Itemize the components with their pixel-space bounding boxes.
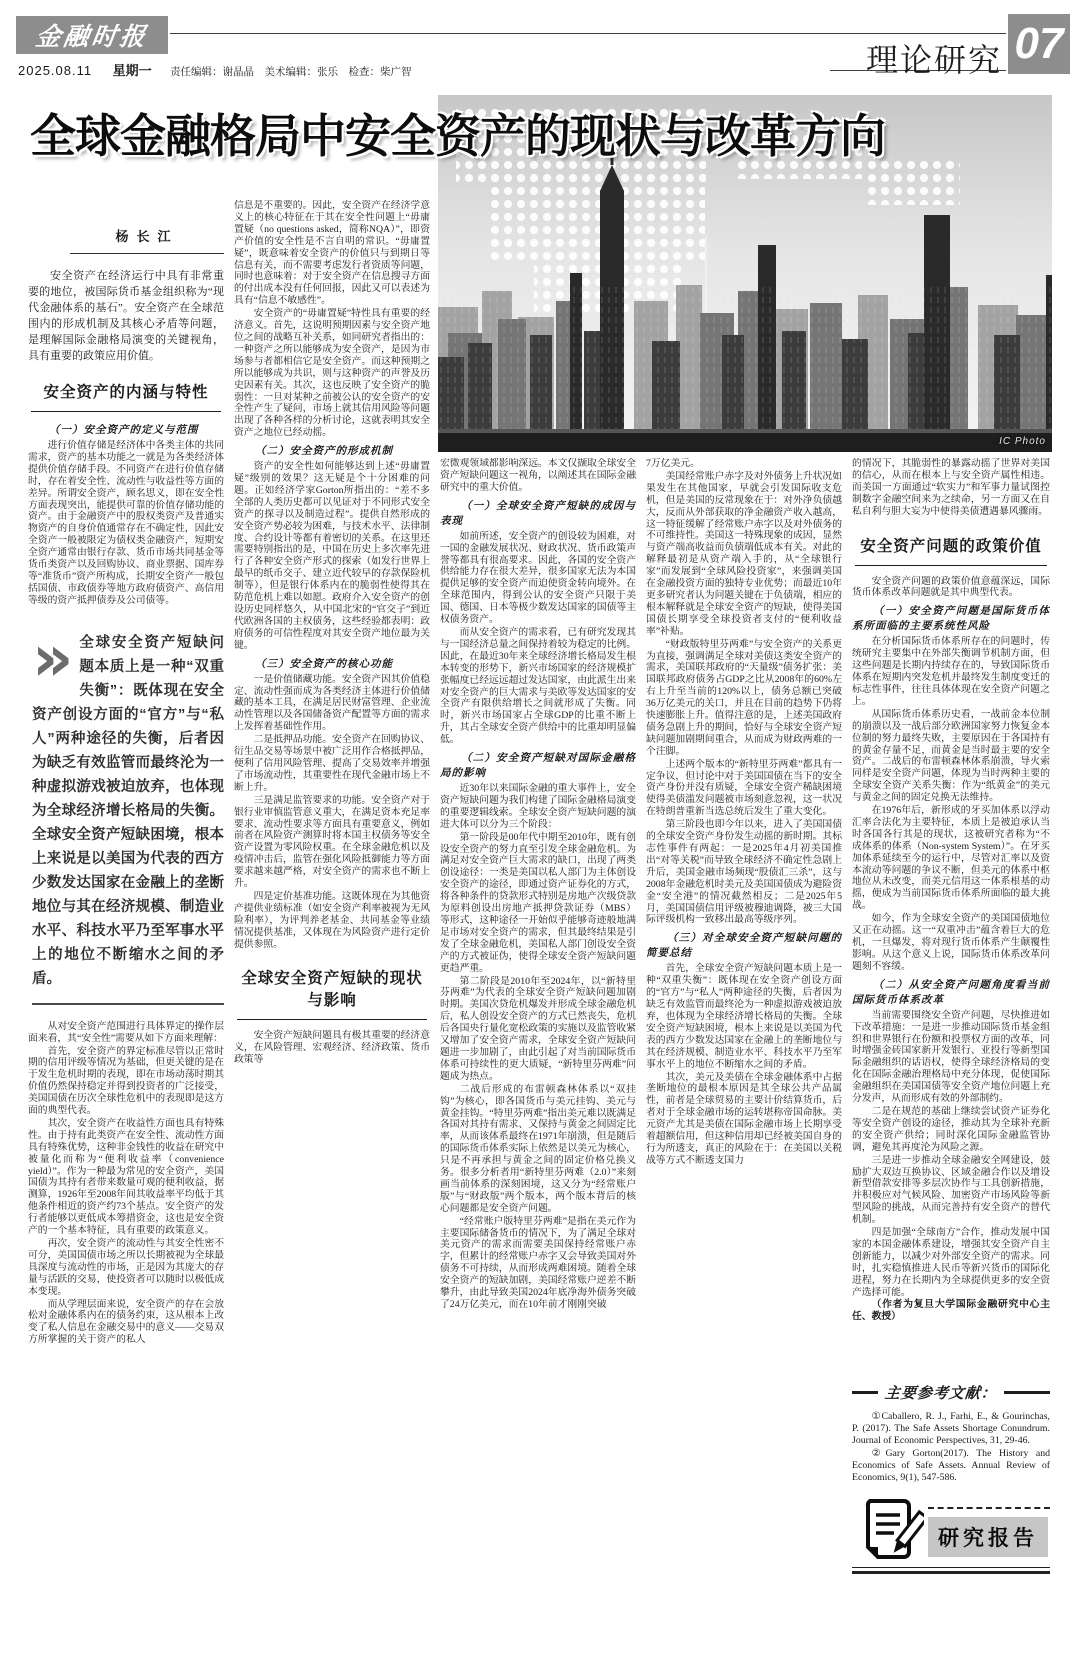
masthead-logo (16, 16, 168, 54)
body-paragraph: 如前所述，安全资产的创设较为困难，对一国的金融发展状况、财政状况、货币政策声誉等都具有很高要求。因此，各国的安全资产供给能力存在很大差异，很多国家无法为本国提供足够的安全资产而迫使资金转向境外。在全球范围内，得到公认的安全资产只限于美国、德国、日本等极少数发达国家的国债等主权债务资产。 (440, 530, 636, 626)
subsection-heading: （二）从安全资产问题角度看当前国际货币体系改革 (852, 979, 1050, 1006)
body-paragraph: 的情况下，其脆弱性的暴露动摇了世界对美国的信心，从而在根本上与安全资产属性相违。而美国一方面通过“软实力”和军事力量试图控制数字金融空间来为之续命，另一方面又在自私自利与胆大妄为中使得美债遭遇暴风骤雨。 (852, 458, 1050, 517)
author-note: （作者为复旦大学国际金融研究中心主任、教授） (852, 1299, 1050, 1323)
body-paragraph: 三是满足监管要求的功能。安全资产对于银行业审慎监管意义重大，在满足资本充足率要求、流动性要求等方面具有重要意义，例如前者在风险资产测算时将本国主权债务等安全资产设置为零风险权重。在全球金融危机以及疫情冲击后，监管在强化风险抵御能力等方面要求越来越严格，对安全资产的需求也不断上升。 (234, 794, 430, 890)
body-paragraph: 二是在规范的基础上继续尝试资产证券化等安全资产创设的途径，推动其为全球补充新的安全资产供给；同时深化国际金融监管协调，避免其再度沦为风险之源。 (852, 1105, 1050, 1153)
body-paragraph: 安全资产短缺问题具有极其重要的经济意义，在风险管理、宏观经济、经济政策、货币政策等 (234, 1030, 430, 1066)
references-title: 主要参考文献： (884, 1386, 998, 1402)
body-paragraph: 在1976年后，新形成的牙买加体系以浮动汇率合法化为主要特征，本质上是被迫承认当时各国各行其是的现状，这被研究者称为“不成体系的体系（Non-system System）”。在牙买加体系延续至今的运行中，尽管对汇率以及资本流动等问题的争议不断，但美元的体系中枢地位从未改变，而美元信用这一体系根基的动摇，便成为当前国际货币体系所面临的最大挑战。 (852, 805, 1050, 912)
article-intro: 安全资产在经济运行中具有非常重要的地位，被国际货币基金组织称为“现代金融体系的基石”。安全资产在全球范围内的形成机制及其核心矛盾等问题，是理解国际金融格局演变的关键视角，具有重要的政策应用价值。 (28, 270, 224, 362)
report-badge (852, 1495, 1050, 1583)
reference-item: ②Gary Gorton(2017). The History and Economics of Safe Assets. Annual Review of Economics, 9(1), 547-586. (852, 1447, 1050, 1483)
body-paragraph: “财政版特里芬两难”与安全资产的关系更为直接，强调满足全球对美债这类安全资产的需求，美国联邦政府的“天量级”债务扩张：美国联邦政府债务占GDP之比从2008年的60%左右上升至当前的120%以上，债务总额已突破36万亿美元的关口，并且在目前的趋势下仍将快速膨胀上升。值得注意的是，上述美国政府债务急剧上升的期间，恰好与全球安全资产短缺问题加剧期间重合，从而成为财政两难的一个注脚。 (646, 638, 842, 757)
body-paragraph: “经常账户版特里芬两难”是指在美元作为主要国际储备货币的情况下，为了满足全球对美元资产的需求而需要美国保持经常账户赤字，但累计的经常账户赤字又会导致美国对外债务不可持续，从而形成两难困境。随着全球安全资产的短缺加剧，美国经常账户逆差不断攀升，由此导致美国2024年底净海外债务突破了24万亿美元，而在10年前才刚刚突破 (440, 1215, 636, 1310)
body-paragraph: 安全资产的“毋庸置疑”特性具有重要的经济意义。首先，这说明预期因素与安全资产地位之间的战略互补关系，如同研究者指出的：一种资产之所以能够成为安全资产，是因为市场参与者都相信它是安全资产。而这种预期之所以能够成为共识，则与这种资产的声誉及历史因素有关。其次，这也反映了安全资产的脆弱性：一旦对某种之前被公认的安全资产的安全性产生了疑问，市场上就其信用风险等问题出现了各种各样的分析讨论，这就表明其安全资产之地位已经动摇。 (234, 308, 430, 439)
body-paragraph: 7万亿美元。 (646, 458, 700, 469)
body-paragraph: 安全资产问题的政策价值意蕴深远，国际货币体系改革问题就是其中典型代表。 (852, 575, 1050, 599)
body-paragraph: 首先，全球安全资产短缺问题本质上是一种“双重失衡”：既体现在安全资产创设方面的“官方”与“私人”两种途径的失衡，后者因为缺乏有效监管而最终沦为一种虚拟游戏被迫放弃，也体现为全球经济增长格局的失衡。全球安全资产短缺困境，根本上来说是以美国为代表的西方少数发达国家在金融上的垄断地位与其在经济规模、制造业水平、科技水平乃至军事水平上的地位不断缩水之间的矛盾。 (646, 963, 842, 1070)
section-heading-3: 安全资产问题的政策价值 (855, 534, 1047, 566)
body-paragraph: 从对安全资产范围进行具体界定的操作层面来看，其“安全性”需要从如下方面来理解： (28, 1020, 224, 1044)
badge-underline-thin (852, 1567, 1050, 1568)
masthead-rule-top (170, 33, 1006, 34)
body-paragraph: 当前需要围绕安全资产问题，尽快推进如下改革措施：一是进一步推动国际货币基金组织和世界银行在份额和投票权方面的改革，同时增强金砖国家新开发银行、亚投行等新型国际金融组织的话语权，使得全球经济格局的变化在国际金融治理格局中充分体现，促使国际金融组织在美国国债等安全资产地位问题上充分发声，从而形成有效的外部制约。 (852, 1009, 1050, 1105)
body-paragraph: 四是加强“全球南方”合作，推动发展中国家的本国金融体系建设，增强其安全资产自主创新能力，以减少对外部安全资产的需求。同时，扎实稳慎推进人民币等新兴货币的国际化进程，努力在长期内为全球提供更多的安全资产选择可能。 (852, 1227, 1050, 1298)
column-4 (646, 458, 842, 1662)
section-heading-1: 安全资产的内涵与特性 (31, 380, 221, 412)
pull-quote-text: 全球安全资产短缺问题本质上是一种“双重失衡”：既体现在安全资产创设方面的“官方”与“私人”两种途径的失衡，后者因为缺乏有效监管而最终沦为一种虚拟游戏被迫放弃，也体现为全球经济增长格局的失衡。全球安全资产短缺困境，根本上来说是以美国为代表的西方少数发达国家在金融上的垄断地位与其在经济规模、制造业水平、科技水平乃至军事水平上的地位不断缩水之间的矛盾。 (32, 634, 224, 987)
body-paragraph: 三是进一步推动全球金融安全网建设，鼓励扩大双边互换协议、区域金融合作以及增设新型借款安排等多层次协作与工具创新措施，并积极应对气候风险、加密资产市场风险等新型风险的挑战，从而完善持有安全资产的替代机制。 (852, 1154, 1050, 1226)
body-paragraph: 一是价值储藏功能。安全资产因其价值稳定、流动性强而成为各类经济主体进行价值储藏的基本工具，在满足居民财富管理、企业流动性管理以及各国储备资产配置等方面的需求上发挥着基础性作用。 (234, 673, 430, 733)
references-dash-left (852, 1391, 878, 1394)
body-paragraph: 第三阶段也即今年以来，进入了美国国债的全球安全资产身份发生动摇的新时期。其标志性事件有两起：一是2025年4月初美国推出“对等关税”而导致全球经济不确定性急剧上升后，美国金融市场频现“股债汇三杀”，这与2008年金融危机时美元及美国国债成为避险资金“安全港”的情况截然相反；二是2025年5月，美国国债信用评级被穆迪调降，被三大国际评级机构一致移出最高等级序列。 (646, 819, 842, 926)
body-paragraph: 信息是不重要的。因此，安全资产在经济学意义上的核心特征在于其在安全性问题上“毋庸置疑（no questions asked，简称NQA）”，即资产价值的安全性是不言自明的常识。“毋庸置疑”，既意味着安全资产的价值只与到期日等信息有关，而不需要考虑发行者资质等问题，同时也意味着：对于安全资产在信息搜寻方面的付出成本没有任何回报，因此又可以表述为具有“信息不敏感性”。 (234, 200, 430, 307)
body-paragraph: 近30年以来国际金融的重大事件上，安全资产短缺问题为我们构建了国际金融格局演变的重要逻辑线索。全球安全资产短缺问题的演进大体可以分为三个阶段： (440, 783, 636, 830)
pull-quote (32, 621, 224, 1005)
weekday: 星期一 (112, 63, 152, 78)
body-paragraph: 四是定价基准功能。这既体现在为其他资产提供业绩标准（如安全资产利率被视为无风险利率），为评判养老基金、共同基金等业绩情况提供基准，又体现在为风险资产进行定价提供参照。 (234, 890, 430, 950)
subsection-heading: （三）安全资产的核心功能 (255, 658, 393, 670)
date: 2025.08.11 (18, 63, 93, 78)
masthead-logo-text: 金融时报 (33, 22, 150, 51)
body-paragraph: 二是抵押品功能。安全资产在回购协议、衍生品交易等场景中被广泛用作合格抵押品，便利了信用风险管理、提高了交易效率并增强了市场流动性，其重要性在现代金融市场上不断上升。 (234, 734, 430, 793)
body-paragraph: 第一阶段是00年代中期至2010年，既有创设安全资产的努力直至引发全球金融危机。为满足对安全资产巨大需求的缺口，出现了两类创设途径：一类是美国以私人部门为主体创设安全资产的途径，即通过资产证券化的方式，将各种条件的贷款形式特别是房地产次级贷款为原料创设出房地产抵押贷款证券（MBS）等形式，这种途径一开始似乎能够奇迹般地满足市场对安全资产的需求，但其最终结果是引发了全球金融危机，美国私人部门创设安全资产的方式被证伪，使得全球安全资产短缺问题更趋严重。 (440, 831, 636, 974)
subsection-heading: （三）对全球安全资产短缺问题的简要总结 (646, 933, 842, 960)
badge-label: 研究报告 (928, 1517, 1048, 1557)
document-pencil-icon (858, 1495, 924, 1565)
section-heading-2: 全球安全资产短缺的现状与影响 (237, 966, 427, 1020)
section-label: 理论研究 (865, 42, 1002, 78)
subsection-heading: （一）安全资产的定义与范围 (49, 425, 199, 436)
references-dash-right (1004, 1391, 1050, 1394)
body-paragraph: 进行价值存储是经济体中各类主体的共同需求，资产的基本功能之一就是为各类经济体提供价值存储手段。不同资产在进行价值存储时，存在着安全性、流动性与收益性等方面的差异。所谓安全资产，顾名思义，即在安全性方面表现突出，能提供可靠的价值存储功能的资产。由于金融资产中的股权类资产及普通实物资产的自身价值通常存在不确定性，因此安全资产一般被限定为债权类金融资产，短期安全资产通常由银行存款、货币市场共同基金等货币类资产以及回购协议、商业票据、国库券等“准货币”资产所构成，长期安全资产一般包括国债、市政债券等地方政府债资产、高信用等级的资产抵押债券及公司债等。 (28, 440, 224, 606)
article-headline: 全球金融格局中安全资产的现状与改革方向 (30, 109, 885, 163)
body-paragraph: 如今，作为全球安全资产的美国国债地位又正在动摇。这一“双重冲击”蕴含着巨大的危机，一旦爆发，将对现行货币体系产生颠覆性影响。从这个意义上说，国际货币体系改革问题刻不容缓。 (852, 913, 1050, 972)
body-paragraph: 首先，安全资产的界定标准尽管以正常时期的信用评级等情况为基础，但更关键的是在于发生危机时期的表现，即在市场动荡时期其价值仍然保持稳定并得到投资者的广泛接受，美国国债在历次全球性危机中的表现即是这方面的典型代表。 (28, 1045, 224, 1117)
subsection-heading: （二）安全资产短缺对国际金融格局的影响 (440, 753, 636, 780)
photo-credit-label: IC Photo (999, 436, 1046, 447)
body-paragraph: 二战后形成的布雷顿森林体系以“双挂钩”为核心，即各国货币与美元挂钩、美元与黄金挂钩。“特里芬两难”指出美元难以既满足各国对其持有需求、又保持与黄金之间固定比率，从而该体系最终在1971年崩溃，但是随后的国际货币体系实际上依然是以美元为核心，只是不再承担与黄金之间的固定价格兑换义务。很多分析者用“新特里芬两难（2.0）”来刻画当前体系的深刻困境，这又分为“经常账户版”与“财政版”两个版本，两个版本背后的核心问题都是安全资产问题。 (440, 1083, 636, 1214)
column-1 (28, 200, 224, 1662)
subsection-heading: （一）全球安全资产短缺的成因与表现 (440, 500, 636, 527)
column-3 (440, 458, 636, 1662)
reference-item: ①Caballero, R. J., Farhi, E., & Gourinchas, P. (2017). The Safe Assets Shortage Conundrum. Journal of Economic Perspectives, 31, 29-46. (852, 1411, 1050, 1446)
body-paragraph: 在分析国际货币体系所存在的问题时，传统研究主要集中在外部失衡调节机制方面，但这些问题是长期内持续存在的，导致国际货币体系在短期内突发危机并最终发生制度变迁的标志性事件，往往具体体现在安全资产问题之上。 (852, 636, 1050, 707)
body-paragraph: 其次，美元及美债在全球金融体系中占据垄断地位的最根本原因是其全球公共产品属性，前者是全球贸易的主要计价结算货币，后者对于全球金融市场的运转堪称帝国命脉。美元资产尤其是美债在国际金融市场上长期享受着超额信用，但这种信用却已经被美国自身的行为所透支，真正的风险在于：在美国以关税战等方式不断透支国力 (646, 1071, 842, 1166)
column-5 (852, 458, 1050, 1662)
subsection-heading: （二）安全资产的形成机制 (255, 446, 393, 458)
references-header (852, 1382, 1050, 1403)
author-byline: 杨长江 (70, 200, 224, 254)
body-paragraph: 上述两个版本的“新特里芬两难”都具有一定争议，但讨论中对于美国国债在当下的安全资产身份并没有质疑，全球安全资产稀缺困境使得美债滥发问题被市场刻意忽视，这一状况在特朗普重新当选总统后发生了重大变化。 (646, 758, 842, 818)
body-paragraph: 再次，安全资产的流动性与其安全性密不可分，美国国债市场之所以长期被视为全球最具深度与流动性的市场，正是因为其庞大的存量与活跃的交易，使投资者可以随时以极低成本变现。 (28, 1238, 224, 1297)
dateline (18, 60, 412, 80)
badge-dashed-line (928, 1507, 1050, 1509)
chevron-right-icon: » (32, 621, 74, 696)
body-paragraph: 其次，安全资产在收益性方面也具有特殊性。由于持有此类资产在安全性、流动性方面具有特殊优势，这种非金钱性的收益在研究中被量化而称为“便利收益率（convenience yield）”。作为一种最为常见的安全资产，美国国债为其持有者带来数量可观的便利收益，据测算，1926年至2008年间其收益率平均低于其他条件相近的资产约73个基点。安全资产的发行者能够以更低成本筹措资金，这也是安全资产的一个基本特征，具有重要的政策意义。 (28, 1117, 224, 1237)
body-paragraph: 从国际货币体系历史看，一战前金本位制的崩溃以及一战后部分欧洲国家努力恢复金本位制的努力最终失败，主要原因在于各国持有的黄金存量不足，而黄金是当时最主要的安全资产。二战后的布雷顿森林体系崩溃，导火索同样是安全资产问题，体现为当时两种主要的全球安全资产关系失衡：作为“纸黄金”的美元与黄金之间的固定兑换无法维持。 (852, 708, 1050, 804)
body-paragraph: 而从学理层面来说，安全资产的存在会放松对金融体系内在的债务约束，这从根本上改变了私人信息在金融交易中的意义——交易双方所掌握的关于资产的私人 (28, 1298, 224, 1346)
body-paragraph: 美国经常账户赤字及对外债务上升状况如果发生在其他国家，早就会引发国际收支危机，但是美国的反常现象在于：对外净负债越大，反而从外部获取的净金融资产收入越高，这一特征缓解了经常账户赤字以及对外债务的不可维持性。美国这一特殊现象的成因，显然与资产端高收益而负债端低成本有关。对此的解释最初是从资产端入手的，从“全球银行家”而发展到“全球风险投资家”，来强调美国在金融投资方面的独特专业优势；而最近10年更多研究者认为问题关键在于负债端，相应的根本解释就是全球安全资产的短缺，使得美国国债长期享受全球投资者支付的“便利收益率”补贴。 (646, 470, 842, 637)
badge-underline-thick (852, 1571, 1050, 1574)
column-2 (234, 200, 430, 1662)
body-paragraph: 第二阶段是2010年至2024年，以“新特里芬两难”为代表的全球安全资产短缺问题加剧时期。美国次贷危机爆发并形成全球金融危机后，私人创设安全资产的方式已然丧失，危机后各国央行量化宽松政策的实施以及监管收紧又增加了安全资产需求，全球安全资产短缺问题进一步加剧了，由此引起了对当前国际货币体系可持续性的更大质疑，“新特里芬两难”问题成为热点。 (440, 975, 636, 1082)
body-paragraph: 资产的安全性如何能够达到上述“毋庸置疑”级别的效果？这无疑是个十分困难的问题。正如经济学家Gorton所指出的：“差不多全部的人类历史都可以见证对于不同形式安全资产的探寻以及制造过程”。提供自然形成的安全资产势必较为困难，与技术水平、法律制度、合约设计等都有着密切的关系。在这里还需要特别指出的是，中国在历史上多次率先进行了各种安全资产形式的探索（如发行世界上最早的纸币交子、建立近代较早的存款保险机制等），但是银行体系内在的脆弱性使得其在防范危机上难以如愿。政府介入安全资产的创设历史同样悠久，从中国北宋的“官交子”到近代欧洲各国的主权债务，这些经验都表明：政府债务的可信性程度对其安全资产地位最为关键。 (234, 461, 430, 651)
pull-quote-rule (32, 1003, 224, 1005)
page-number: 07 (1008, 14, 1070, 74)
subsection-heading: （一）安全资产问题是国际货币体系所面临的主要系统性风险 (852, 606, 1050, 633)
editor-credits: 责任编辑：谢晶晶 美术编辑：张乐 检查：柴广智 (170, 66, 412, 78)
body-paragraph: 宏微观领域都影响深远。本文仅撷取全球安全资产短缺问题这一视角，以阐述其在国际金融研究中的重大价值。 (440, 458, 636, 493)
body-paragraph: 而从安全资产的需求看，已有研究发现其与一国经济总量之间保持着较为稳定的比例。因此，在最近30年来全球经济增长格局发生根本转变的形势下，新兴市场国家的经济规模扩张幅度已经远远超过发达国家，由此派生出来对安全资产的巨大需求与美欧等发达国家的安全资产有限供给增长之间就形成了失衡。同时，新兴市场国家占全球GDP的比重不断上升，其占全球安全资产供给中的比重却明显偏低。 (440, 626, 636, 746)
column-5-text (852, 458, 1050, 1366)
